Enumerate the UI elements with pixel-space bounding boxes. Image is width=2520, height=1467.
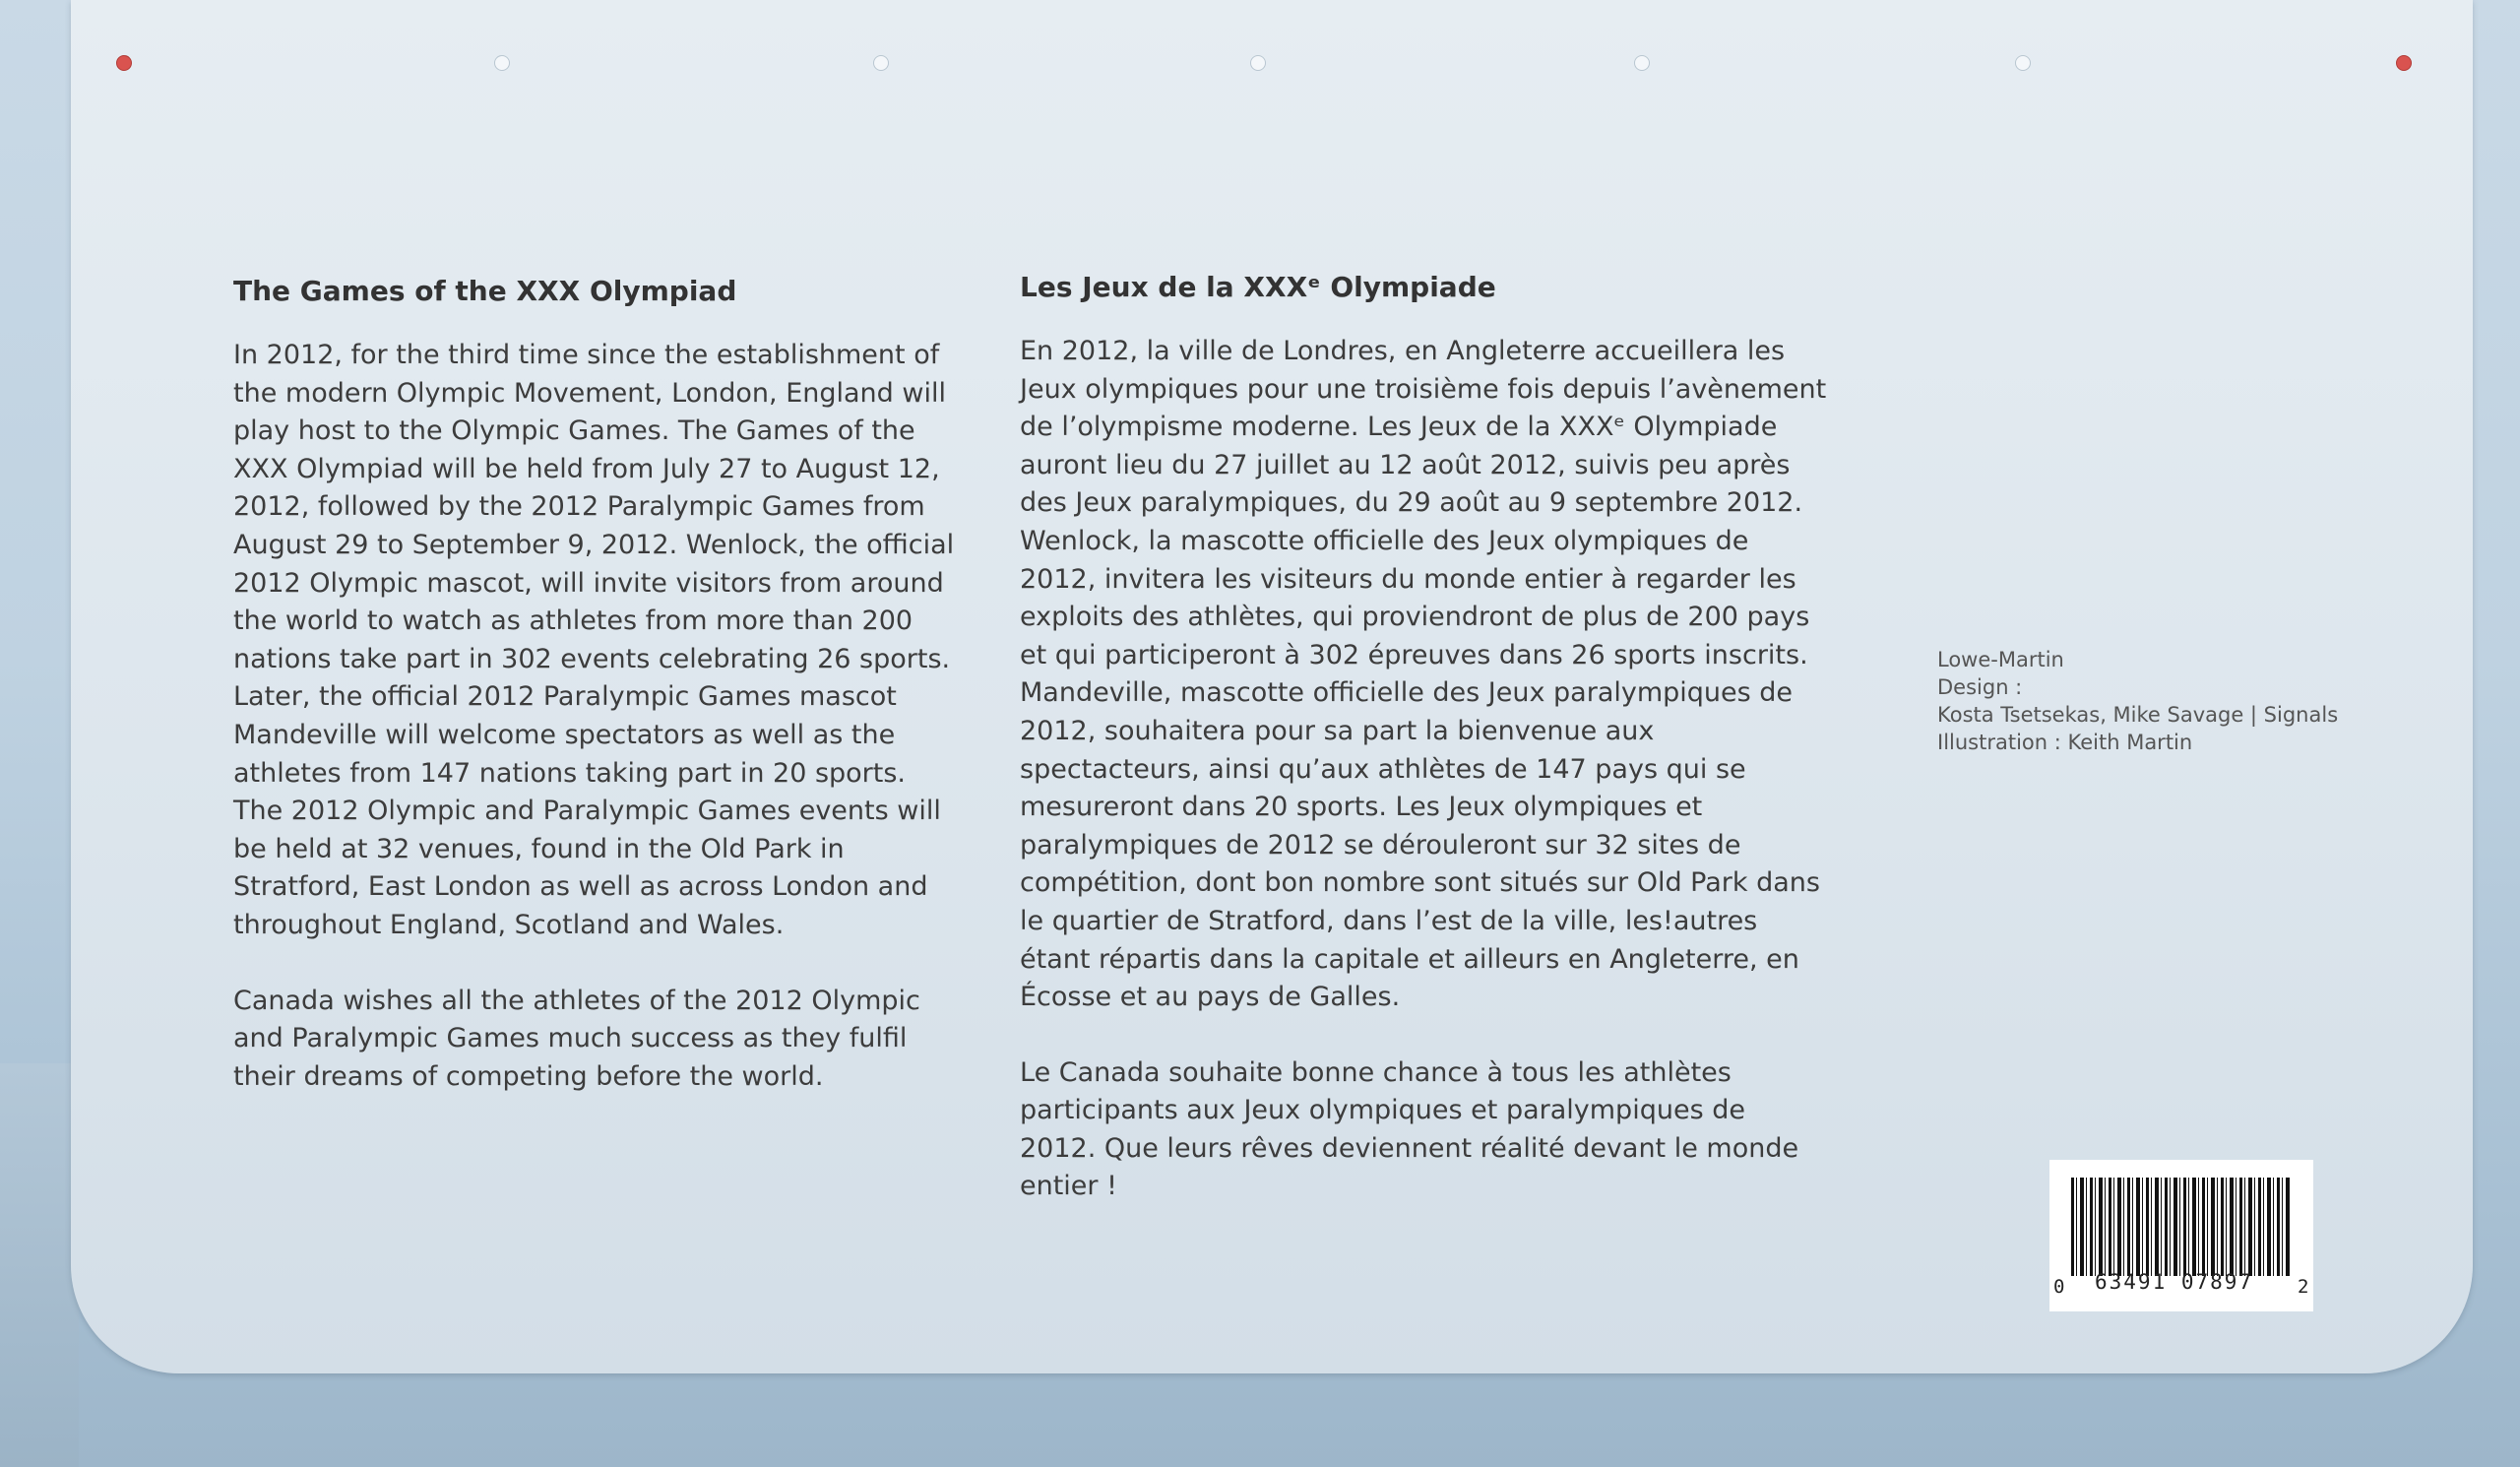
perforation-hole-red (2396, 55, 2412, 71)
envelope-left-edge (0, 1063, 79, 1467)
english-heading: The Games of the XXX Olympiad (233, 275, 737, 307)
french-paragraph-2: Le Canada souhaite bonne chance à tous les athlètes participants aux Jeux olympiques et paralympiques de 2012. Que leurs rêves deviennent réalité devant le monde entier ! (1020, 1056, 1799, 1202)
credits-block (1937, 646, 2390, 756)
french-text-column (1020, 270, 1827, 1244)
perforation-hole (2015, 55, 2031, 71)
english-text-column (233, 274, 962, 1133)
french-paragraph-1: En 2012, la ville de Londres, en Angleterre accueillera les Jeux olympiques pour une troisième fois depuis l’avènement de l’olympisme moderne. Les Jeux de la XXXᵉ Olympiade auront lieu du 27 juillet au 12 août 2012, suivis peu après des Jeux paralympiques, du 29 août au 9 septembre 2012. Wenlock, la mascotte officielle des Jeux olympiques de 2012, invitera les visiteurs du monde entier à regarder les exploits des athlètes, qui proviendront de plus de 200 pays et qui participeront à 302 épreuves dans 26 sports inscrits. Mandeville, mascotte officielle des Jeux paralympiques de 2012, souhaitera pour sa part la bienvenue aux spectacteurs, ainsi qu’aux athlètes de 147 pays qui se mesureront dans 20 sports. Les Jeux olympiques et paralympiques de 2012 se dérouleront sur 32 sites de compétition, dont bon nombre sont situés sur Old Park dans le quartier de Stratford, dans l’est de la ville, les!autres étant répartis dans la capitale et ailleurs en Angleterre, en Écosse et au pays de Galles. (1020, 336, 1827, 1013)
perforation-hole (873, 55, 889, 71)
barcode-bars (2071, 1178, 2292, 1276)
designers-credit: Kosta Tsetsekas, Mike Savage | Signals (1937, 703, 2339, 727)
french-heading: Les Jeux de la XXXᵉ Olympiade (1020, 271, 1496, 303)
design-label: Design : (1937, 675, 2023, 699)
barcode-right-digit: 2 (2298, 1276, 2309, 1298)
english-paragraph-1: In 2012, for the third time since the establishment of the modern Olympic Movement, London, England will play host to the Olympic Games. The Games of the XXX Olympiad will be held from July 27 to August 12, 2012, followed by the 2012 Paralympic Games from August 29 to September 9, 2012. Wenlock, the official 2012 Olympic mascot, will invite visitors from around the world to watch as athletes from more than 200 nations take part in 302 events celebrating 26 sports. Later, the official 2012 Paralympic Games mascot Mandeville will welcome spectators as well as the athletes from 147 nations taking part in 20 sports. The 2012 Olympic and Paralympic Games events will be held at 32 venues, found in the Old Park in Stratford, East London as well as across London and throughout England, Scotland and Wales. (233, 340, 955, 940)
barcode-left-digit: 0 (2053, 1276, 2065, 1298)
perforation-hole-red (116, 55, 132, 71)
illustration-credit: Illustration : Keith Martin (1937, 731, 2193, 754)
perforation-hole (1634, 55, 1650, 71)
barcode (2049, 1160, 2313, 1311)
perforation-hole (494, 55, 510, 71)
barcode-number: 63491 07897 (2095, 1270, 2254, 1294)
printer-credit: Lowe-Martin (1937, 648, 2064, 671)
perforation-hole (1250, 55, 1266, 71)
english-paragraph-2: Canada wishes all the athletes of the 2012 Olympic and Paralympic Games much success as they fulfil their dreams of competing before the world. (233, 985, 920, 1092)
